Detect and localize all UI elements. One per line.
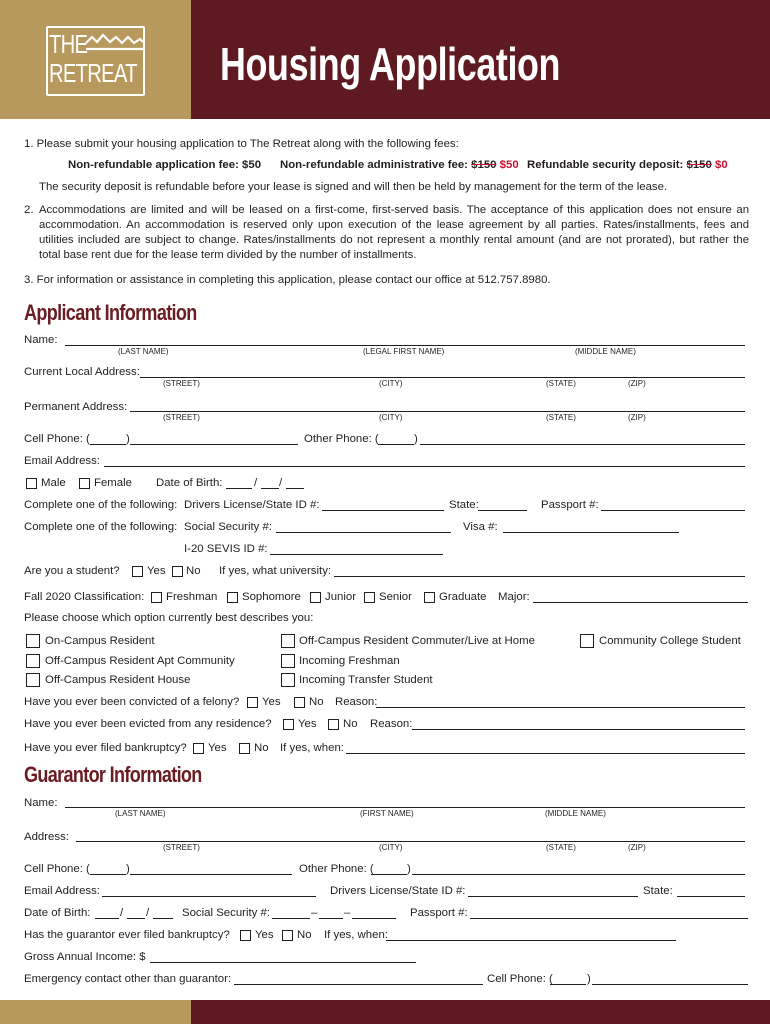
classification-label: Fall 2020 Classification: [24, 591, 145, 603]
female-label: Female [94, 477, 132, 489]
option-label: Community College Student [599, 635, 741, 647]
bankruptcy-yes-checkbox[interactable] [193, 743, 204, 754]
evicted-no-checkbox[interactable] [328, 719, 339, 730]
dob-day-field[interactable] [261, 488, 279, 489]
guarantor-bankruptcy-question: Has the guarantor ever filed bankruptcy? [24, 929, 230, 941]
option-checkbox[interactable] [26, 673, 40, 687]
no-label: No [343, 718, 358, 730]
option-label: Off-Campus Resident Apt Community [45, 655, 235, 667]
gross-income-label: Gross Annual Income: $ [24, 951, 146, 963]
page-title: Housing Application [220, 38, 561, 90]
passport-field[interactable] [601, 510, 745, 511]
guarantor-other-area-field[interactable] [371, 874, 407, 875]
dob-year-field[interactable] [286, 488, 304, 489]
first-name-caption: (LEGAL FIRST NAME) [363, 347, 445, 356]
complete-one-label: Complete one of the following: [24, 521, 178, 533]
emergency-cell-label: Cell Phone: ( [487, 973, 553, 985]
option-label: Off-Campus Resident Commuter/Live at Home [299, 635, 535, 647]
emergency-cell-area-field[interactable] [550, 984, 586, 985]
zip-caption: (ZIP) [628, 843, 646, 852]
intro-item-2: Accommodations are limited and will be leased on a first-come, first-served basis. The acceptance of this application does not ensure an accommodation. An accommodation is reserved only upon execution of the lease agreement by all parties. Rates/installments, fees and utilities included are subject to change. Rates/installments do not represent a monthly rental amount (and are not prorated), but rather the total base rent due for the lease term divided by the number of installments. [39, 204, 749, 261]
guarantor-dl-label: Drivers License/State ID #: [330, 885, 466, 897]
middle-name-caption: (MIDDLE NAME) [575, 347, 636, 356]
cell-phone-area-field[interactable] [90, 444, 126, 445]
fee-admin-label: Non-refundable administrative fee: [280, 159, 468, 171]
evicted-yes-checkbox[interactable] [283, 719, 294, 730]
fee-application: Non-refundable application fee: $50 [68, 159, 262, 171]
yes-label: Yes [298, 718, 317, 730]
no-label: No [309, 696, 324, 708]
dob-label: Date of Birth: [156, 477, 223, 489]
deposit-note: The security deposit is refundable before your lease is signed and will then be held by management for the term of the lease. [39, 181, 668, 193]
footer-bar-maroon [191, 1000, 770, 1024]
guarantor-state-field[interactable] [677, 896, 745, 897]
option-checkbox[interactable] [26, 634, 40, 648]
state-caption: (STATE) [546, 843, 576, 852]
university-question: If yes, what university: [219, 565, 332, 577]
intro-item-2-number: 2. [24, 204, 34, 216]
guarantor-address-label: Address: [24, 831, 69, 843]
option-label: On-Campus Resident [45, 635, 155, 647]
guarantor-bankruptcy-when-field[interactable] [386, 940, 676, 941]
state-caption: (STATE) [546, 379, 576, 388]
state-label: State: [449, 499, 479, 511]
guarantor-dob-month-field[interactable] [95, 918, 119, 919]
sophomore-label: Sophomore [242, 591, 301, 603]
yes-label: Yes [208, 742, 227, 754]
option-label: Off-Campus Resident House [45, 674, 191, 686]
guarantor-ssn-part1-field[interactable] [272, 918, 310, 919]
state-caption: (STATE) [546, 413, 576, 422]
fee-admin-new: $50 [499, 159, 519, 171]
male-label: Male [41, 477, 66, 489]
reason-label: Reason: [370, 718, 413, 730]
gross-income-field[interactable] [150, 962, 416, 963]
city-caption: (CITY) [379, 843, 403, 852]
felony-no-checkbox[interactable] [294, 697, 305, 708]
zip-caption: (ZIP) [628, 379, 646, 388]
guarantor-cell-phone-label: Cell Phone: ( [24, 863, 90, 875]
applicant-name-field[interactable] [65, 345, 745, 346]
fee-admin-old: $150 [471, 159, 497, 171]
dob-slash: / [254, 477, 258, 489]
no-label: No [186, 565, 201, 577]
felony-reason-field[interactable] [376, 707, 745, 708]
guarantor-email-field[interactable] [102, 896, 316, 897]
fee-deposit [527, 158, 728, 172]
male-checkbox[interactable] [26, 478, 37, 489]
guarantor-state-label: State: [643, 885, 673, 897]
paren-close: ) [414, 433, 418, 445]
paren-close: ) [126, 863, 130, 875]
university-field[interactable] [334, 576, 745, 577]
yes-label: Yes [255, 929, 274, 941]
felony-question: Have you ever been convicted of a felony? [24, 696, 240, 708]
major-field[interactable] [533, 602, 748, 603]
other-phone-label: Other Phone: ( [304, 433, 379, 445]
if-yes-when-label: If yes, when: [280, 742, 344, 754]
i20-field[interactable] [270, 554, 443, 555]
option-checkbox[interactable] [580, 634, 594, 648]
guarantor-ssn-part2-field[interactable] [319, 918, 343, 919]
guarantor-bankruptcy-no-checkbox[interactable] [282, 930, 293, 941]
evicted-reason-field[interactable] [412, 729, 745, 730]
guarantor-passport-field[interactable] [470, 918, 748, 919]
freshman-checkbox[interactable] [151, 592, 162, 603]
cell-phone-label: Cell Phone: ( [24, 433, 90, 445]
guarantor-passport-label: Passport #: [410, 907, 468, 919]
ssn-dash: – [344, 907, 351, 919]
bankruptcy-question: Have you ever filed bankruptcy? [24, 742, 187, 754]
fee-admin [280, 158, 519, 172]
first-name-caption: (FIRST NAME) [360, 809, 414, 818]
guarantor-bankruptcy-yes-checkbox[interactable] [240, 930, 251, 941]
emergency-contact-label: Emergency contact other than guarantor: [24, 973, 232, 985]
graduate-checkbox[interactable] [424, 592, 435, 603]
guarantor-dob-day-field[interactable] [127, 918, 145, 919]
graduate-label: Graduate [439, 591, 487, 603]
drivers-license-field[interactable] [322, 510, 444, 511]
i20-label: I-20 SEVIS ID #: [184, 543, 268, 555]
email-label: Email Address: [24, 455, 100, 467]
junior-label: Junior [325, 591, 357, 603]
guarantor-cell-field[interactable] [130, 874, 292, 875]
guarantor-name-field[interactable] [65, 807, 745, 808]
sophomore-checkbox[interactable] [227, 592, 238, 603]
guarantor-email-label: Email Address: [24, 885, 100, 897]
guarantor-other-phone-field[interactable] [412, 874, 745, 875]
fee-deposit-new: $0 [715, 159, 728, 171]
intro-item-3: 3. For information or assistance in completing this application, please contact our office at 512.757.8980. [24, 274, 551, 286]
current-address-field[interactable] [140, 377, 745, 378]
guarantor-ssn-part3-field[interactable] [352, 918, 396, 919]
retreat-logo [46, 26, 146, 96]
other-phone-area-field[interactable] [378, 444, 414, 445]
last-name-caption: (LAST NAME) [118, 347, 169, 356]
logo-text: THE RETREAT [49, 29, 137, 88]
guarantor-dob-label: Date of Birth: [24, 907, 91, 919]
permanent-address-label: Permanent Address: [24, 401, 128, 413]
emergency-contact-field[interactable] [234, 984, 483, 985]
paren-close: ) [126, 433, 130, 445]
evicted-question: Have you ever been evicted from any residence? [24, 718, 272, 730]
option-checkbox[interactable] [281, 634, 295, 648]
permanent-address-field[interactable] [130, 411, 745, 412]
female-checkbox[interactable] [79, 478, 90, 489]
guarantor-dl-field[interactable] [468, 896, 638, 897]
fee-deposit-old: $150 [686, 159, 712, 171]
emergency-cell-field[interactable] [592, 984, 748, 985]
reason-label: Reason: [335, 696, 378, 708]
guarantor-other-phone-label: Other Phone: ( [299, 863, 374, 875]
other-phone-field[interactable] [420, 444, 745, 445]
paren-close: ) [407, 863, 411, 875]
middle-name-caption: (MIDDLE NAME) [545, 809, 606, 818]
current-address-label: Current Local Address: [24, 366, 140, 378]
drivers-license-label: Drivers License/State ID #: [184, 499, 320, 511]
dob-slash: / [279, 477, 283, 489]
yes-label: Yes [262, 696, 281, 708]
option-checkbox[interactable] [26, 654, 40, 668]
passport-label: Passport #: [541, 499, 599, 511]
yes-label: Yes [147, 565, 166, 577]
felony-yes-checkbox[interactable] [247, 697, 258, 708]
ssn-dash: – [311, 907, 318, 919]
cell-phone-field[interactable] [130, 444, 298, 445]
street-caption: (STREET) [163, 413, 200, 422]
option-checkbox[interactable] [281, 673, 295, 687]
no-label: No [254, 742, 269, 754]
intro-item-1: 1. Please submit your housing application to The Retreat along with the following fees: [24, 138, 459, 150]
guarantor-ssn-label: Social Security #: [182, 907, 270, 919]
dob-slash: / [120, 907, 124, 919]
student-yes-checkbox[interactable] [132, 566, 143, 577]
state-field[interactable] [478, 510, 527, 511]
city-caption: (CITY) [379, 379, 403, 388]
applicant-heading: Applicant Information [24, 300, 197, 325]
option-label: Incoming Freshman [299, 655, 400, 667]
last-name-caption: (LAST NAME) [115, 809, 166, 818]
guarantor-name-label: Name: [24, 797, 58, 809]
complete-one-label: Complete one of the following: [24, 499, 178, 511]
bankruptcy-no-checkbox[interactable] [239, 743, 250, 754]
option-checkbox[interactable] [281, 654, 295, 668]
ssn-label: Social Security #: [184, 521, 272, 533]
senior-label: Senior [379, 591, 412, 603]
street-caption: (STREET) [163, 379, 200, 388]
footer-bar-gold [0, 1000, 191, 1024]
paren-close: ) [587, 973, 591, 985]
junior-checkbox[interactable] [310, 592, 321, 603]
name-label: Name: [24, 334, 58, 346]
visa-field[interactable] [503, 532, 679, 533]
senior-checkbox[interactable] [364, 592, 375, 603]
student-question: Are you a student? [24, 565, 120, 577]
street-caption: (STREET) [163, 843, 200, 852]
visa-label: Visa #: [463, 521, 498, 533]
fee-deposit-label: Refundable security deposit: [527, 159, 684, 171]
email-field[interactable] [104, 466, 745, 467]
student-no-checkbox[interactable] [172, 566, 183, 577]
major-label: Major: [498, 591, 530, 603]
city-caption: (CITY) [379, 413, 403, 422]
if-yes-when-label: If yes, when: [324, 929, 388, 941]
freshman-label: Freshman [166, 591, 218, 603]
option-label: Incoming Transfer Student [299, 674, 433, 686]
bankruptcy-when-field[interactable] [346, 753, 745, 754]
guarantor-heading: Guarantor Information [24, 762, 202, 787]
guarantor-dob-year-field[interactable] [153, 918, 173, 919]
choose-option-label: Please choose which option currently best describes you: [24, 612, 314, 624]
guarantor-cell-area-field[interactable] [90, 874, 126, 875]
dob-month-field[interactable] [226, 488, 252, 489]
no-label: No [297, 929, 312, 941]
zip-caption: (ZIP) [628, 413, 646, 422]
dob-slash: / [146, 907, 150, 919]
guarantor-address-field[interactable] [76, 841, 745, 842]
ssn-field[interactable] [276, 532, 451, 533]
